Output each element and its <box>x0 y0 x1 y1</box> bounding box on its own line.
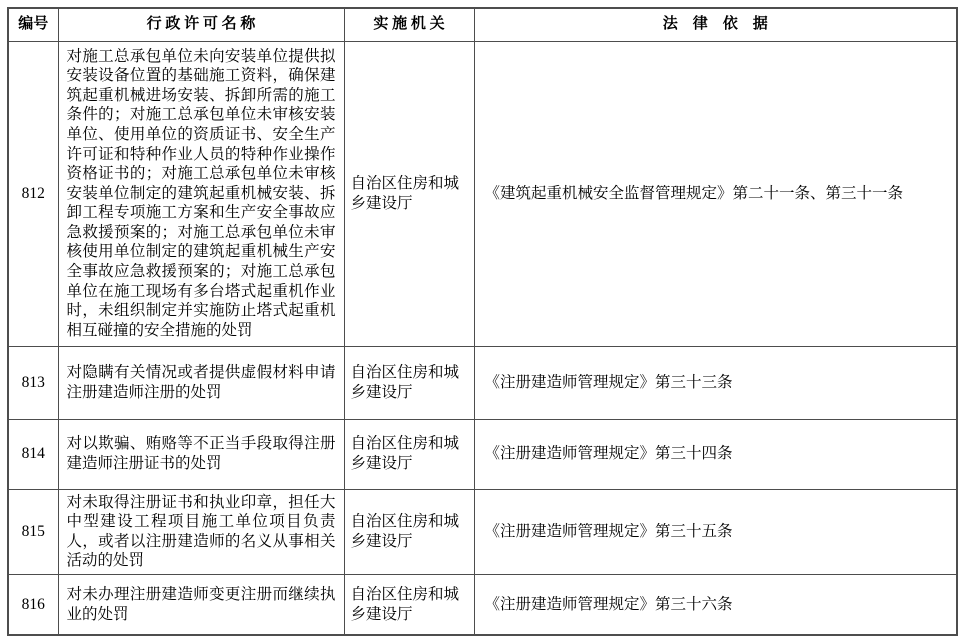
agency-cell: 自治区住房和城乡建设厅 <box>344 346 474 419</box>
table-row <box>8 489 957 574</box>
legal-basis-cell: 《注册建造师管理规定》第三十四条 <box>474 419 957 489</box>
row-id-cell: 814 <box>8 419 58 489</box>
permit-name-cell: 对未办理注册建造师变更注册而继续执业的处罚 <box>58 574 344 635</box>
row-id-cell: 813 <box>8 346 58 419</box>
legal-basis-cell: 《注册建造师管理规定》第三十五条 <box>474 489 957 574</box>
permit-name-cell: 对隐瞒有关情况或者提供虚假材料申请注册建造师注册的处罚 <box>58 346 344 419</box>
table-row <box>8 574 957 635</box>
permit-name-cell: 对未取得注册证书和执业印章，担任大中型建设工程项目施工单位项目负责人，或者以注册建造师的名义从事相关活动的处罚 <box>58 489 344 574</box>
row-id-cell: 815 <box>8 489 58 574</box>
table-row <box>8 346 957 419</box>
legal-basis-cell: 《注册建造师管理规定》第三十六条 <box>474 574 957 635</box>
agency-cell: 自治区住房和城乡建设厅 <box>344 41 474 346</box>
legal-basis-cell: 《建筑起重机械安全监督管理规定》第二十一条、第三十一条 <box>474 41 957 346</box>
table-row <box>8 41 957 346</box>
permit-name-cell: 对以欺骗、贿赂等不正当手段取得注册建造师注册证书的处罚 <box>58 419 344 489</box>
row-id-cell: 812 <box>8 41 58 346</box>
row-id-cell: 816 <box>8 574 58 635</box>
permit-table <box>7 7 958 636</box>
table-row <box>8 419 957 489</box>
agency-cell: 自治区住房和城乡建设厅 <box>344 419 474 489</box>
header-permit-name: 行 政 许 可 名 称 <box>58 8 344 41</box>
agency-cell: 自治区住房和城乡建设厅 <box>344 489 474 574</box>
permit-name-cell: 对施工总承包单位未向安装单位提供拟安装设备位置的基础施工资料，确保建筑起重机械进场安装、拆卸所需的施工条件的；对施工总承包单位未审核安装单位、使用单位的资质证书、安全生产许可证和特种作业人员的特种作业操作资格证书的；对施工总承包单位未审核安装单位制定的建筑起重机械安装、拆卸工程专项施工方案和生产安全事故应急救援预案的；对施工总承包单位未审核使用单位制定的建筑起重机械生产安全事故应急救援预案的；对施工总承包单位在施工现场有多台塔式起重机作业时，未组织制定并实施防止塔式起重机相互碰撞的安全措施的处罚 <box>58 41 344 346</box>
header-agency: 实 施 机 关 <box>344 8 474 41</box>
legal-basis-cell: 《注册建造师管理规定》第三十三条 <box>474 346 957 419</box>
table-header-row <box>8 8 957 41</box>
header-legal-basis: 法 律 依 据 <box>474 8 957 41</box>
agency-cell: 自治区住房和城乡建设厅 <box>344 574 474 635</box>
header-id: 编号 <box>8 8 58 41</box>
